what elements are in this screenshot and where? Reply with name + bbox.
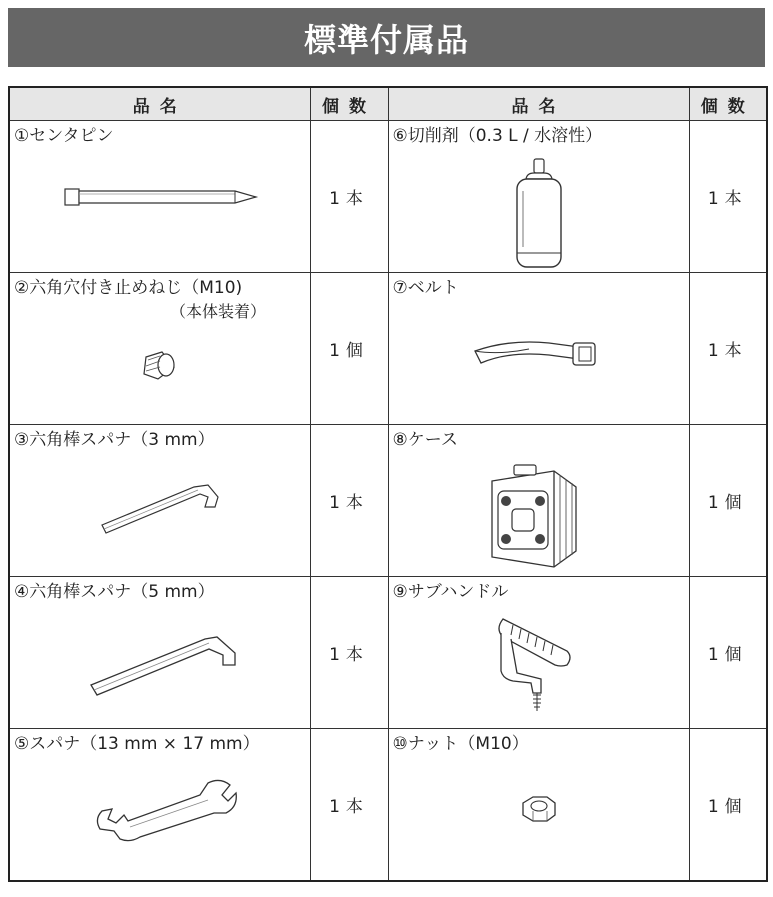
case-icon [484, 459, 594, 574]
belt-icon [469, 333, 609, 373]
qty-cell: 1個 [689, 577, 767, 729]
item-cell [388, 273, 689, 425]
item-label: ④六角棒スパナ（5 mm） [14, 582, 215, 602]
item-cell [388, 729, 689, 882]
item-cell [388, 425, 689, 577]
item-label: ③六角棒スパナ（3 mm） [14, 430, 215, 450]
qty-cell: 1本 [310, 425, 388, 577]
item-cell [9, 121, 310, 273]
item-cell [388, 577, 689, 729]
wrench-icon [90, 775, 240, 845]
qty-cell: 1本 [310, 121, 388, 273]
item-label: ⑨サブハンドル [392, 582, 509, 602]
table-header-row [9, 87, 767, 121]
hex-key-small-icon [98, 477, 228, 537]
header-name-left: 品名 [9, 87, 310, 121]
item-label: ⑤スパナ（13 mm × 17 mm） [14, 734, 260, 754]
accessories-table [8, 86, 768, 882]
table-row [9, 273, 767, 425]
hex-key-large-icon [85, 627, 245, 697]
sub-handle-icon [489, 611, 579, 721]
item-label: ⑦ベルト [392, 278, 459, 298]
item-cell [388, 121, 689, 273]
qty-cell: 1個 [310, 273, 388, 425]
item-label: ①センタピン [14, 126, 114, 146]
qty-cell: 1本 [310, 729, 388, 882]
item-cell [9, 425, 310, 577]
cutting-oil-bottle-icon [509, 157, 569, 272]
header-name-right: 品名 [388, 87, 689, 121]
item-note: （本体装着） [170, 302, 267, 321]
set-screw-icon [138, 347, 178, 387]
qty-cell: 1個 [689, 729, 767, 882]
qty-cell: 1本 [689, 273, 767, 425]
nut-icon [517, 793, 561, 827]
item-label: ②六角穴付き止めねじ（M10) [14, 278, 243, 298]
table-row [9, 577, 767, 729]
item-cell [9, 577, 310, 729]
item-label: ⑩ナット（M10） [392, 734, 529, 754]
table-row [9, 729, 767, 882]
item-label: ⑧ケース [392, 430, 458, 450]
item-cell [9, 273, 310, 425]
header-qty-right: 個数 [689, 87, 767, 121]
table-row [9, 425, 767, 577]
item-cell [9, 729, 310, 882]
page-title: 標準付属品 [8, 8, 765, 67]
qty-cell: 1本 [310, 577, 388, 729]
qty-cell: 1個 [689, 425, 767, 577]
item-label: ⑥切削剤（0.3 L / 水溶性） [392, 126, 603, 146]
header-qty-left: 個数 [310, 87, 388, 121]
center-pin-icon [60, 183, 260, 213]
qty-cell: 1本 [689, 121, 767, 273]
table-row [9, 121, 767, 273]
